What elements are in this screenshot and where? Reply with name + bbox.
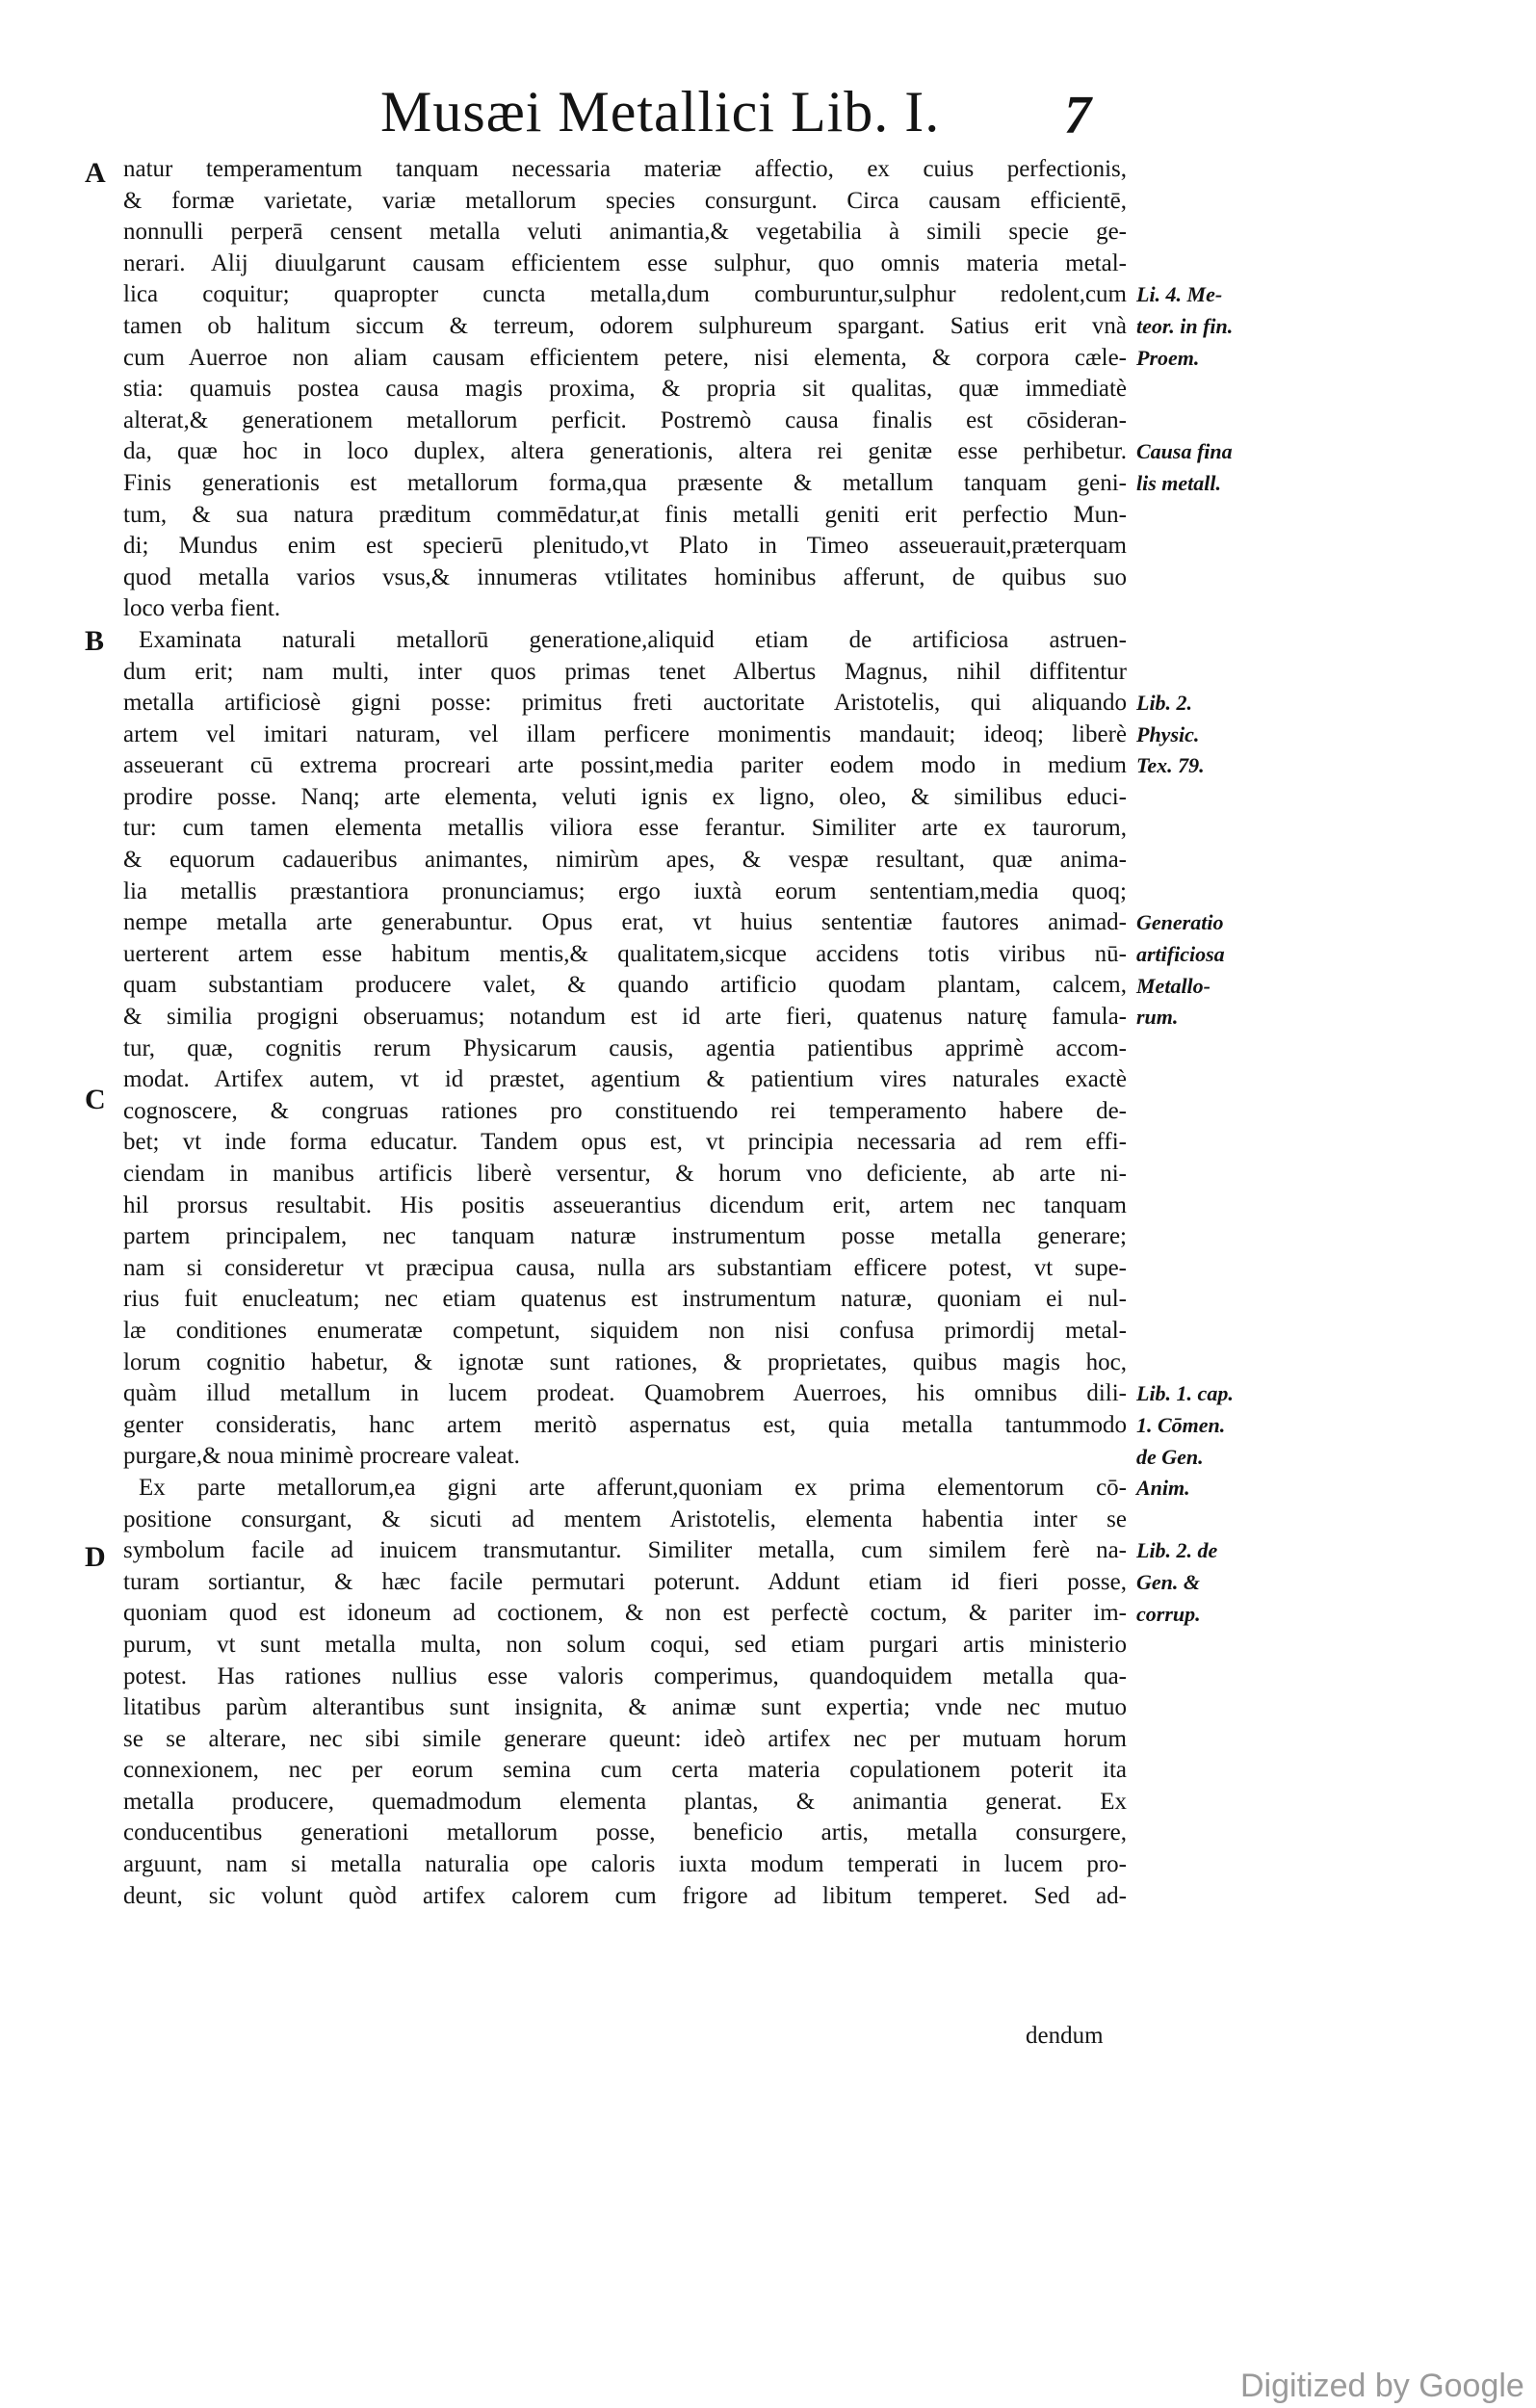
- margin-note: Physic.: [1136, 721, 1200, 746]
- text-line: genter consideratis, hanc artem meritò aspernatus est, quia metalla tantummodo: [123, 1411, 1127, 1438]
- margin-note: Proem.: [1136, 345, 1200, 370]
- margin-note: teor. in fin.: [1136, 314, 1234, 338]
- margin-note: Gen. &: [1136, 1570, 1200, 1594]
- text-line: Ex parte metallorum,ea gigni arte afferunt,quoniam ex prima elementorum cō-: [139, 1474, 1127, 1501]
- margin-note: Tex. 79.: [1136, 753, 1205, 778]
- text-line: deunt, sic volunt quòd artifex calorem cum frigore ad libitum temperet. Sed ad-: [123, 1882, 1127, 1909]
- text-line: prodire posse. Nanq; arte elementa, veluti ignis ex ligno, oleo, & similibus educi-: [123, 783, 1127, 810]
- text-line: ciendam in manibus artificis liberè versentur, & horum vno deficiente, ab arte ni-: [123, 1161, 1127, 1187]
- text-line: & equorum cadaueribus animantes, nimirùm apes, & vespæ resultant, quæ anima-: [123, 847, 1127, 874]
- text-line: Finis generationis est metallorum forma,qua præsente & metallum tanquam geni-: [123, 469, 1127, 496]
- text-line: & formæ varietate, variæ metallorum species consurgunt. Circa causam efficientē,: [123, 187, 1127, 214]
- margin-note: artificiosa: [1136, 942, 1225, 966]
- text-line: purgare,& noua minimè procreare valeat.: [123, 1443, 520, 1470]
- margin-note: Causa fina: [1136, 439, 1233, 464]
- text-line: dum erit; nam multi, inter quos primas tenet Albertus Magnus, nihil diffitentur: [123, 658, 1127, 685]
- text-line: asseuerant cū extrema procreari arte possint,media pariter eodem modo in medium: [123, 752, 1127, 779]
- text-line: tur: cum tamen elementa metallis viliora esse ferantur. Similiter arte ex taurorum,: [123, 815, 1127, 842]
- text-line: lica coquitur; quapropter cuncta metalla,dum comburuntur,sulphur redolent,cum: [123, 281, 1127, 308]
- margin-letter-d: D: [85, 1541, 106, 1573]
- margin-note: Metallo-: [1136, 973, 1211, 998]
- text-line: tamen ob halitum siccum & terreum, odorem sulphureum spargant. Satius erit vnà: [123, 312, 1127, 339]
- text-line: litatibus parùm alterantibus sunt insignita, & animæ sunt expertia; vnde nec mutuo: [123, 1694, 1127, 1721]
- text-line: Examinata naturali metallorū generatione,aliquid etiam de artificiosa astruen-: [139, 626, 1127, 653]
- text-line: stia: quamuis postea causa magis proxima, & propria sit qualitas, quæ immediatè: [123, 376, 1127, 403]
- text-line: da, quæ hoc in loco duplex, altera generationis, altera rei genitæ esse perhibetur.: [123, 438, 1127, 465]
- text-line: nerari. Alij diuulgarunt causam efficientem esse sulphur, quo omnis materia metal-: [123, 249, 1127, 276]
- text-line: positione consurgant, & sicuti ad mentem Aristotelis, elementa habentia inter se: [123, 1505, 1127, 1532]
- text-line: quoniam quod est idoneum ad coctionem, & non est perfectè coctum, & pariter im-: [123, 1600, 1127, 1627]
- text-line: connexionem, nec per eorum semina cum certa materia copulationem poterit ita: [123, 1757, 1127, 1784]
- text-line: metalla producere, quemadmodum elementa plantas, & animantia generat. Ex: [123, 1788, 1127, 1815]
- text-line: conducentibus generationi metallorum posse, beneficio artis, metalla consurgere,: [123, 1819, 1127, 1846]
- text-line: arguunt, nam si metalla naturalia ope caloris iuxta modum temperati in lucem pro-: [123, 1851, 1127, 1878]
- text-line: lorum cognitio habetur, & ignotæ sunt rationes, & proprietates, quibus magis hoc,: [123, 1348, 1127, 1375]
- text-line: uerterent artem esse habitum mentis,& qualitatem,sicque accidens totis viribus nū-: [123, 940, 1127, 967]
- text-line: bet; vt inde forma educatur. Tandem opus est, vt principia necessaria ad rem effi-: [123, 1129, 1127, 1156]
- text-line: & similia progigni obseruamus; notandum est id arte fieri, quatenus naturę famula-: [123, 1004, 1127, 1031]
- text-line: alterat,& generationem metallorum perficit. Postremò causa finalis est cōsideran-: [123, 406, 1127, 433]
- text-line: potest. Has rationes nullius esse valoris comperimus, quandoquidem metalla qua-: [123, 1662, 1127, 1689]
- margin-note: lis metall.: [1136, 471, 1221, 495]
- text-line: tum, & sua natura præditum commēdatur,at finis metalli geniti erit perfectio Mun-: [123, 501, 1127, 528]
- main-text: [123, 154, 1127, 1912]
- text-line: nam si consideretur vt præcipua causa, nulla ars substantiam efficere potest, vt supe-: [123, 1254, 1127, 1281]
- text-line: partem principalem, nec tanquam naturæ instrumentum posse metalla generare;: [123, 1223, 1127, 1250]
- running-title: Musæi Metallici Lib. I.: [380, 80, 941, 144]
- text-line: turam sortiantur, & hæc facile permutari poterunt. Addunt etiam id fieri posse,: [123, 1568, 1127, 1595]
- text-line: symbolum facile ad inuicem transmutantur. Similiter metalla, cum similem ferè na-: [123, 1537, 1127, 1564]
- margin-letter-a: A: [85, 157, 106, 189]
- margin-note: Lib. 1. cap.: [1136, 1381, 1234, 1406]
- margin-note: 1. Cōmen.: [1136, 1413, 1226, 1437]
- margin-note: Li. 4. Me-: [1136, 282, 1223, 307]
- text-line: di; Mundus enim est specierū plenitudo,vt Plato in Timeo asseuerauit,præterquam: [123, 533, 1127, 560]
- text-line: quàm illud metallum in lucem prodeat. Quamobrem Auerroes, his omnibus dili-: [123, 1380, 1127, 1407]
- text-line: nempe metalla arte generabuntur. Opus erat, vt huius sententiæ fautores animad-: [123, 909, 1127, 936]
- page-number: 7: [1064, 86, 1091, 145]
- catchword: dendum: [1026, 2023, 1104, 2049]
- text-line: metalla artificiosè gigni posse: primitus freti auctoritate Aristotelis, qui aliquando: [123, 690, 1127, 717]
- text-line: lia metallis præstantiora pronunciamus; ergo iuxtà eorum sententiam,media quoq;: [123, 877, 1127, 904]
- text-line: nonnulli perperā censent metalla veluti animantia,& vegetabilia à simili specie ge-: [123, 219, 1127, 246]
- margin-note: Lib. 2. de: [1136, 1538, 1218, 1563]
- margin-note: Generatio: [1136, 910, 1224, 935]
- text-line: se se alterare, nec sibi simile generare queunt: ideò artifex nec per mutuam horum: [123, 1725, 1127, 1752]
- text-line: natur temperamentum tanquam necessaria materiæ affectio, ex cuius perfectionis,: [123, 156, 1127, 182]
- margin-note: rum.: [1136, 1005, 1179, 1030]
- text-line: artem vel imitari naturam, vel illam perficere monimentis mandauit; ideoq; liberè: [123, 720, 1127, 747]
- text-line: hil prorsus resultabit. His positis asseuerantius dicendum erit, artem nec tanquam: [123, 1191, 1127, 1218]
- margin-note: Lib. 2.: [1136, 691, 1193, 716]
- text-line: cognoscere, & congruas rationes pro constituendo rei temperamento habere de-: [123, 1097, 1127, 1124]
- margin-letter-c: C: [85, 1084, 106, 1115]
- digitized-by-watermark: Digitized by Google: [1240, 2368, 1524, 2404]
- text-line: tur, quæ, cognitis rerum Physicarum causis, agentia patientibus apprimè accom-: [123, 1034, 1127, 1061]
- margin-note: Anim.: [1136, 1476, 1190, 1501]
- text-line: læ conditiones enumeratæ competunt, siquidem non nisi confusa primordij metal-: [123, 1317, 1127, 1344]
- margin-note: de Gen.: [1136, 1444, 1204, 1469]
- running-header: [0, 79, 1536, 166]
- text-line: cum Auerroe non aliam causam efficientem petere, nisi elementa, & corpora cæle-: [123, 344, 1127, 371]
- text-line: quod metalla varios vsus,& innumeras vtilitates hominibus afferunt, de quibus suo: [123, 563, 1127, 590]
- text-line: quam substantiam producere valet, & quando artificio quodam plantam, calcem,: [123, 972, 1127, 999]
- text-line: rius fuit enucleatum; nec etiam quatenus est instrumentum naturæ, quoniam ei nul-: [123, 1286, 1127, 1313]
- text-line: loco verba fient.: [123, 595, 281, 622]
- text-line: modat. Artifex autem, vt id præstet, agentium & patientium vires naturales exactè: [123, 1066, 1127, 1093]
- margin-letter-b: B: [85, 625, 105, 657]
- text-line: purum, vt sunt metalla multa, non solum coqui, sed etiam purgari artis ministerio: [123, 1631, 1127, 1658]
- margin-note: corrup.: [1136, 1601, 1201, 1626]
